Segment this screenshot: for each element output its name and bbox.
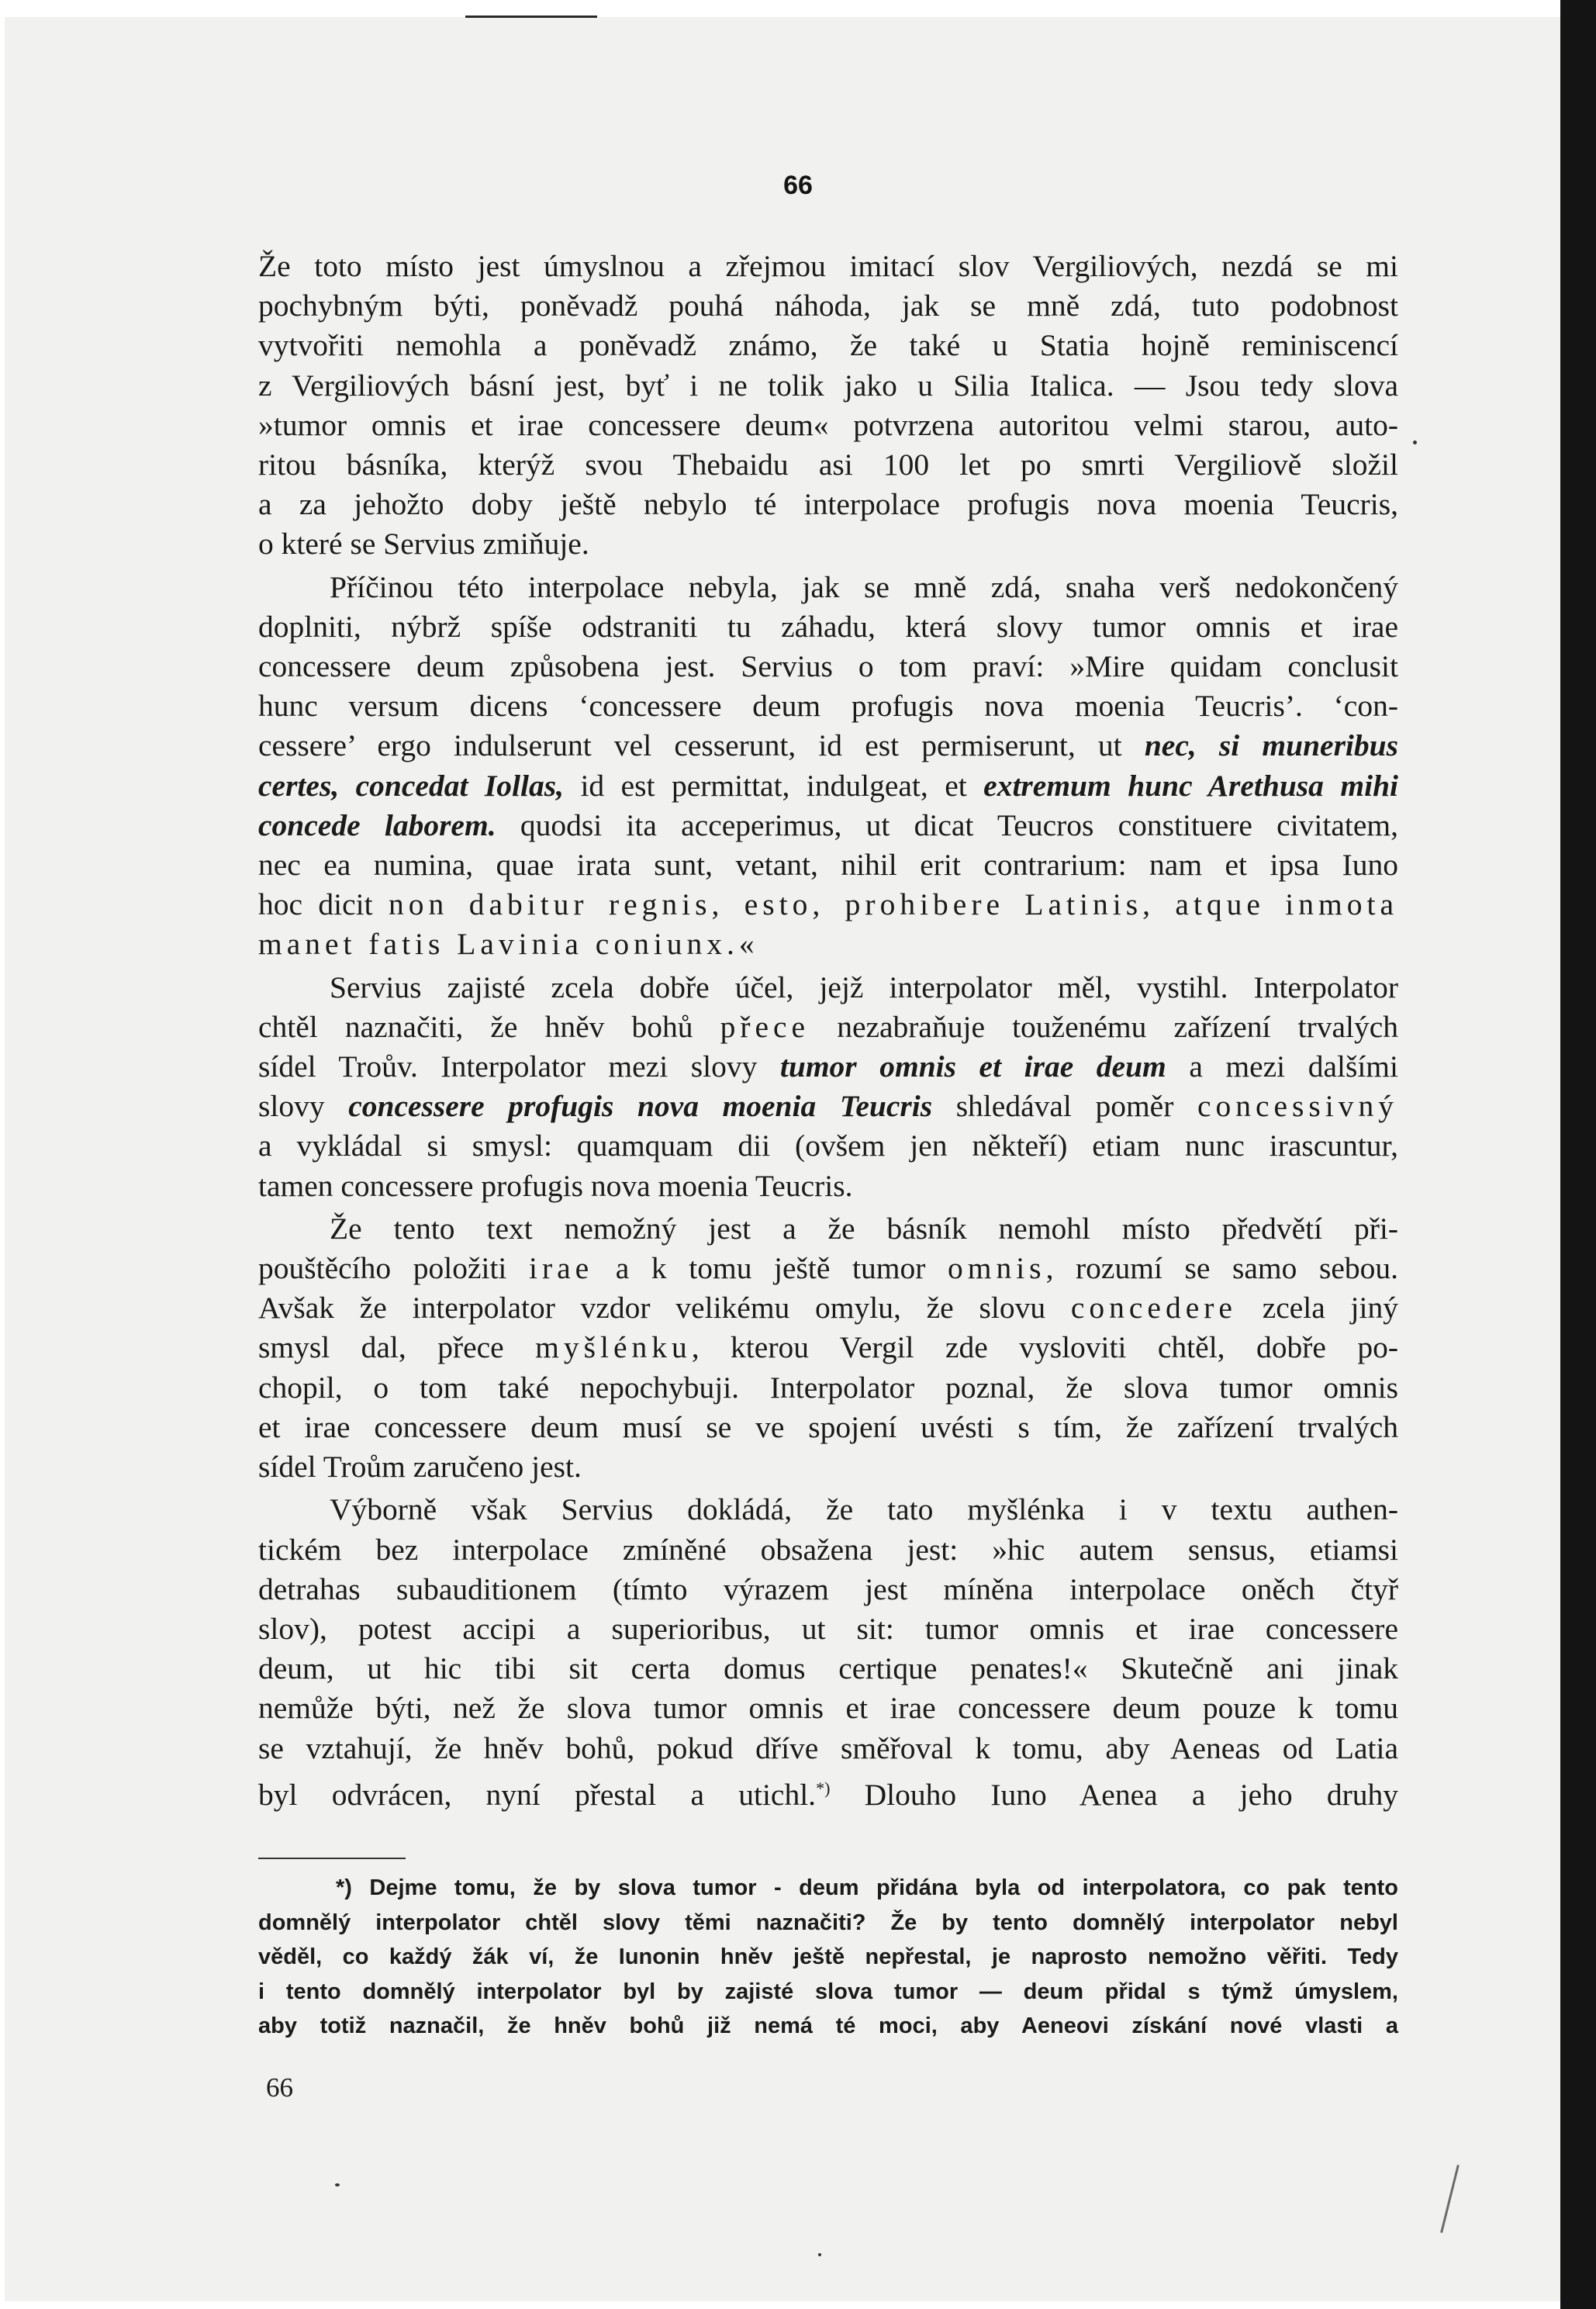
text-line: tickém bez interpolace zmíněné obsažena jest: »hic autem sensus, etiamsi bbox=[258, 1532, 1398, 1567]
text-line: »tumor omnis et irae concessere deum« potvrzena autoritou velmi starou, auto- bbox=[258, 407, 1398, 442]
text-line: concessere deum způsobena jest. Servius o tom praví: »Mire quidam conclusit bbox=[258, 649, 1398, 684]
quote-italic: concessere profugis nova moenia Teucris bbox=[348, 1089, 933, 1124]
text-line: slov), potest accipi a superioribus, ut sit: tumor omnis et irae concessere bbox=[258, 1611, 1398, 1646]
quote-italic: tumor omnis et irae deum bbox=[779, 1049, 1166, 1084]
text-run: Dlouho Iuno Aenea a jeho druhy bbox=[864, 1777, 1398, 1812]
text-run: Avšak že interpolator vzdor velikému omylu, že slovu bbox=[258, 1291, 1046, 1326]
text-line: Že tento text nemožný jest a že básník nemohl místo předvětí při- bbox=[330, 1211, 1398, 1246]
emphasis-spaced: concedere bbox=[1070, 1291, 1237, 1326]
page-number-header: 66 bbox=[783, 171, 813, 200]
footnote-line: věděl, co každý žák ví, že Iunonin hněv ještě nepřestal, je naprosto nemožno věřiti. Tedy bbox=[258, 1944, 1398, 1969]
text-line: pochybným býti, poněvadž pouhá náhoda, jak se mně zdá, tuto podobnost bbox=[258, 289, 1398, 323]
text-line: a za jehožto doby ještě nebylo té interpolace profugis nova moenia Teucris, bbox=[258, 487, 1398, 522]
text-line: nec ea numina, quae irata sunt, vetant, nihil erit contrarium: nam et ipsa Iuno bbox=[258, 848, 1398, 883]
page-number-footer: 66 bbox=[266, 2072, 293, 2103]
text-line bbox=[258, 1249, 1398, 1288]
scan-top-mark bbox=[465, 16, 597, 18]
scan-top-margin bbox=[5, 0, 1560, 19]
text-line bbox=[258, 1008, 1398, 1047]
quote-italic: nec, si muneribus bbox=[1144, 728, 1399, 763]
text-line bbox=[258, 766, 1398, 806]
text-run: cessere’ ergo indulserunt vel cesserunt, id est permiserunt, ut bbox=[258, 728, 1122, 763]
footnote-line: aby totiž naznačil, že hněv bohů již nemá té moci, aby Aeneovi získání nové vlasti a bbox=[258, 2013, 1398, 2038]
quote-italic: certes, concedat Iollas, bbox=[258, 768, 564, 803]
text-run: a mezi dalšími bbox=[1189, 1049, 1398, 1084]
scan-right-border bbox=[1560, 0, 1596, 2309]
text-line: detrahas subauditionem (tímto výrazem jest míněna interpolace oněch čtyř bbox=[258, 1571, 1398, 1606]
text-line: deum, ut hic tibi sit certa domus certique penates!« Skutečně ani jinak bbox=[258, 1651, 1398, 1686]
footnote-line: i tento domnělý interpolator byl by zajisté slova tumor — deum přidal s týmž úmyslem, bbox=[258, 1979, 1398, 2004]
emphasis-spaced: přece bbox=[720, 1009, 810, 1044]
text-line: Že toto místo jest úmyslnou a zřejmou imitací slov Vergiliových, nezdá se mi bbox=[258, 249, 1398, 283]
text-line: Servius zajisté zcela dobře účel, jejž interpolator měl, vystihl. Interpolator bbox=[330, 970, 1398, 1004]
text-line: se vztahují, že hněv bohů, pokud dříve směřoval k tomu, aby Aeneas od Latia bbox=[258, 1730, 1398, 1765]
text-line bbox=[258, 1768, 1398, 1815]
text-run: chtěl naznačiti, že hněv bohů bbox=[258, 1009, 693, 1044]
text-line: tamen concessere profugis nova moenia Teucris. bbox=[258, 1168, 853, 1203]
text-line: chopil, o tom také nepochybuji. Interpolator poznal, že slova tumor omnis bbox=[258, 1370, 1398, 1405]
text-line: doplniti, nýbrž spíše odstraniti tu záhadu, která slovy tumor omnis et irae bbox=[258, 609, 1398, 644]
quote-italic: extremum hunc Arethusa mihi bbox=[983, 768, 1399, 803]
text-line: o které se Servius zmiňuje. bbox=[258, 527, 589, 562]
text-line: Výborně však Servius dokládá, že tato myšlénka i v textu authen- bbox=[330, 1492, 1398, 1527]
text-line bbox=[258, 885, 1398, 925]
body-text bbox=[258, 247, 1398, 1815]
scan-speck bbox=[335, 2183, 340, 2186]
text-run: , kterou Vergil zde vysloviti chtěl, dobře po- bbox=[691, 1330, 1399, 1365]
text-line: nemůže býti, než že slova tumor omnis et irae concessere deum pouze k tomu bbox=[258, 1691, 1398, 1726]
text-line: ritou básníka, kterýž svou Thebaidu asi 100 let po smrti Vergiliově složil bbox=[258, 448, 1398, 482]
text-run: shledával poměr bbox=[955, 1089, 1174, 1124]
text-line bbox=[258, 806, 1398, 845]
text-line: sídel Troům zaručeno jest. bbox=[258, 1450, 582, 1485]
text-run: sídel Troův. Interpolator mezi slovy bbox=[258, 1049, 758, 1084]
text-line bbox=[258, 1328, 1398, 1367]
scan-speck bbox=[818, 2253, 821, 2256]
text-run: quodsi ita acceperimus, ut dicat Teucros constituere civitatem, bbox=[520, 807, 1398, 842]
text-run: pouštěcího položiti bbox=[258, 1251, 507, 1286]
text-line: hunc versum dicens ‘concessere deum profugis nova moenia Teucris’. ‘con- bbox=[258, 689, 1398, 724]
emphasis-spaced: omnis bbox=[947, 1251, 1046, 1286]
emphasis-spaced: myšlénku bbox=[535, 1330, 692, 1365]
footnote-line: *) Dejme tomu, že by slova tumor - deum přidána byla od interpolatora, co pak tento bbox=[336, 1875, 1398, 1900]
text-run: nezabraňuje touženému zařízení trvalých bbox=[837, 1009, 1398, 1044]
text-line: manet fatis Lavinia coniunx.« bbox=[258, 927, 759, 962]
footnote-rule bbox=[258, 1858, 406, 1859]
scan-speck bbox=[1413, 441, 1417, 444]
text-run: a k tomu ještě tumor bbox=[615, 1251, 926, 1286]
text-run: zcela jiný bbox=[1262, 1291, 1398, 1326]
text-run: id est permittat, indulgeat, et bbox=[580, 768, 967, 803]
quote-spaced: non dabitur regnis, esto, prohibere Latinis, atque inmota bbox=[389, 887, 1399, 922]
text-line: vytvořiti nemohla a poněvadž známo, že také u Statia hojně reminiscencí bbox=[258, 328, 1398, 363]
footnote-line: domnělý interpolator chtěl slovy těmi naznačiti? Že by tento domnělý interpolator nebyl bbox=[258, 1910, 1398, 1935]
text-run: smysl dal, přece bbox=[258, 1330, 504, 1365]
text-run: , rozumí se samo sebou. bbox=[1045, 1251, 1398, 1286]
text-line bbox=[258, 1288, 1398, 1328]
text-line: et irae concessere deum musí se ve spojení uvésti s tím, že zařízení trvalých bbox=[258, 1409, 1398, 1444]
emphasis-spaced: irae bbox=[529, 1251, 594, 1286]
footnote-marker: *) bbox=[816, 1778, 831, 1798]
text-line bbox=[258, 1087, 1398, 1126]
text-line bbox=[258, 726, 1398, 766]
emphasis-spaced: concessivný bbox=[1197, 1089, 1399, 1124]
quote-italic: concede laborem. bbox=[258, 807, 496, 842]
text-run: slovy bbox=[258, 1089, 325, 1124]
text-line bbox=[258, 1047, 1398, 1087]
text-run: byl odvrácen, nyní přestal a utichl. bbox=[258, 1777, 817, 1812]
text-line: a vykládal si smysl: quamquam dii (ovšem jen někteří) etiam nunc irascuntur, bbox=[258, 1129, 1398, 1163]
text-run: hoc dicit bbox=[258, 887, 373, 922]
text-line: z Vergiliových básní jest, byť i ne tolik jako u Silia Italica. — Jsou tedy slova bbox=[258, 368, 1398, 403]
text-line: Příčinou této interpolace nebyla, jak se mně zdá, snaha verš nedokončený bbox=[330, 569, 1398, 604]
footnotes bbox=[258, 1871, 1398, 2044]
